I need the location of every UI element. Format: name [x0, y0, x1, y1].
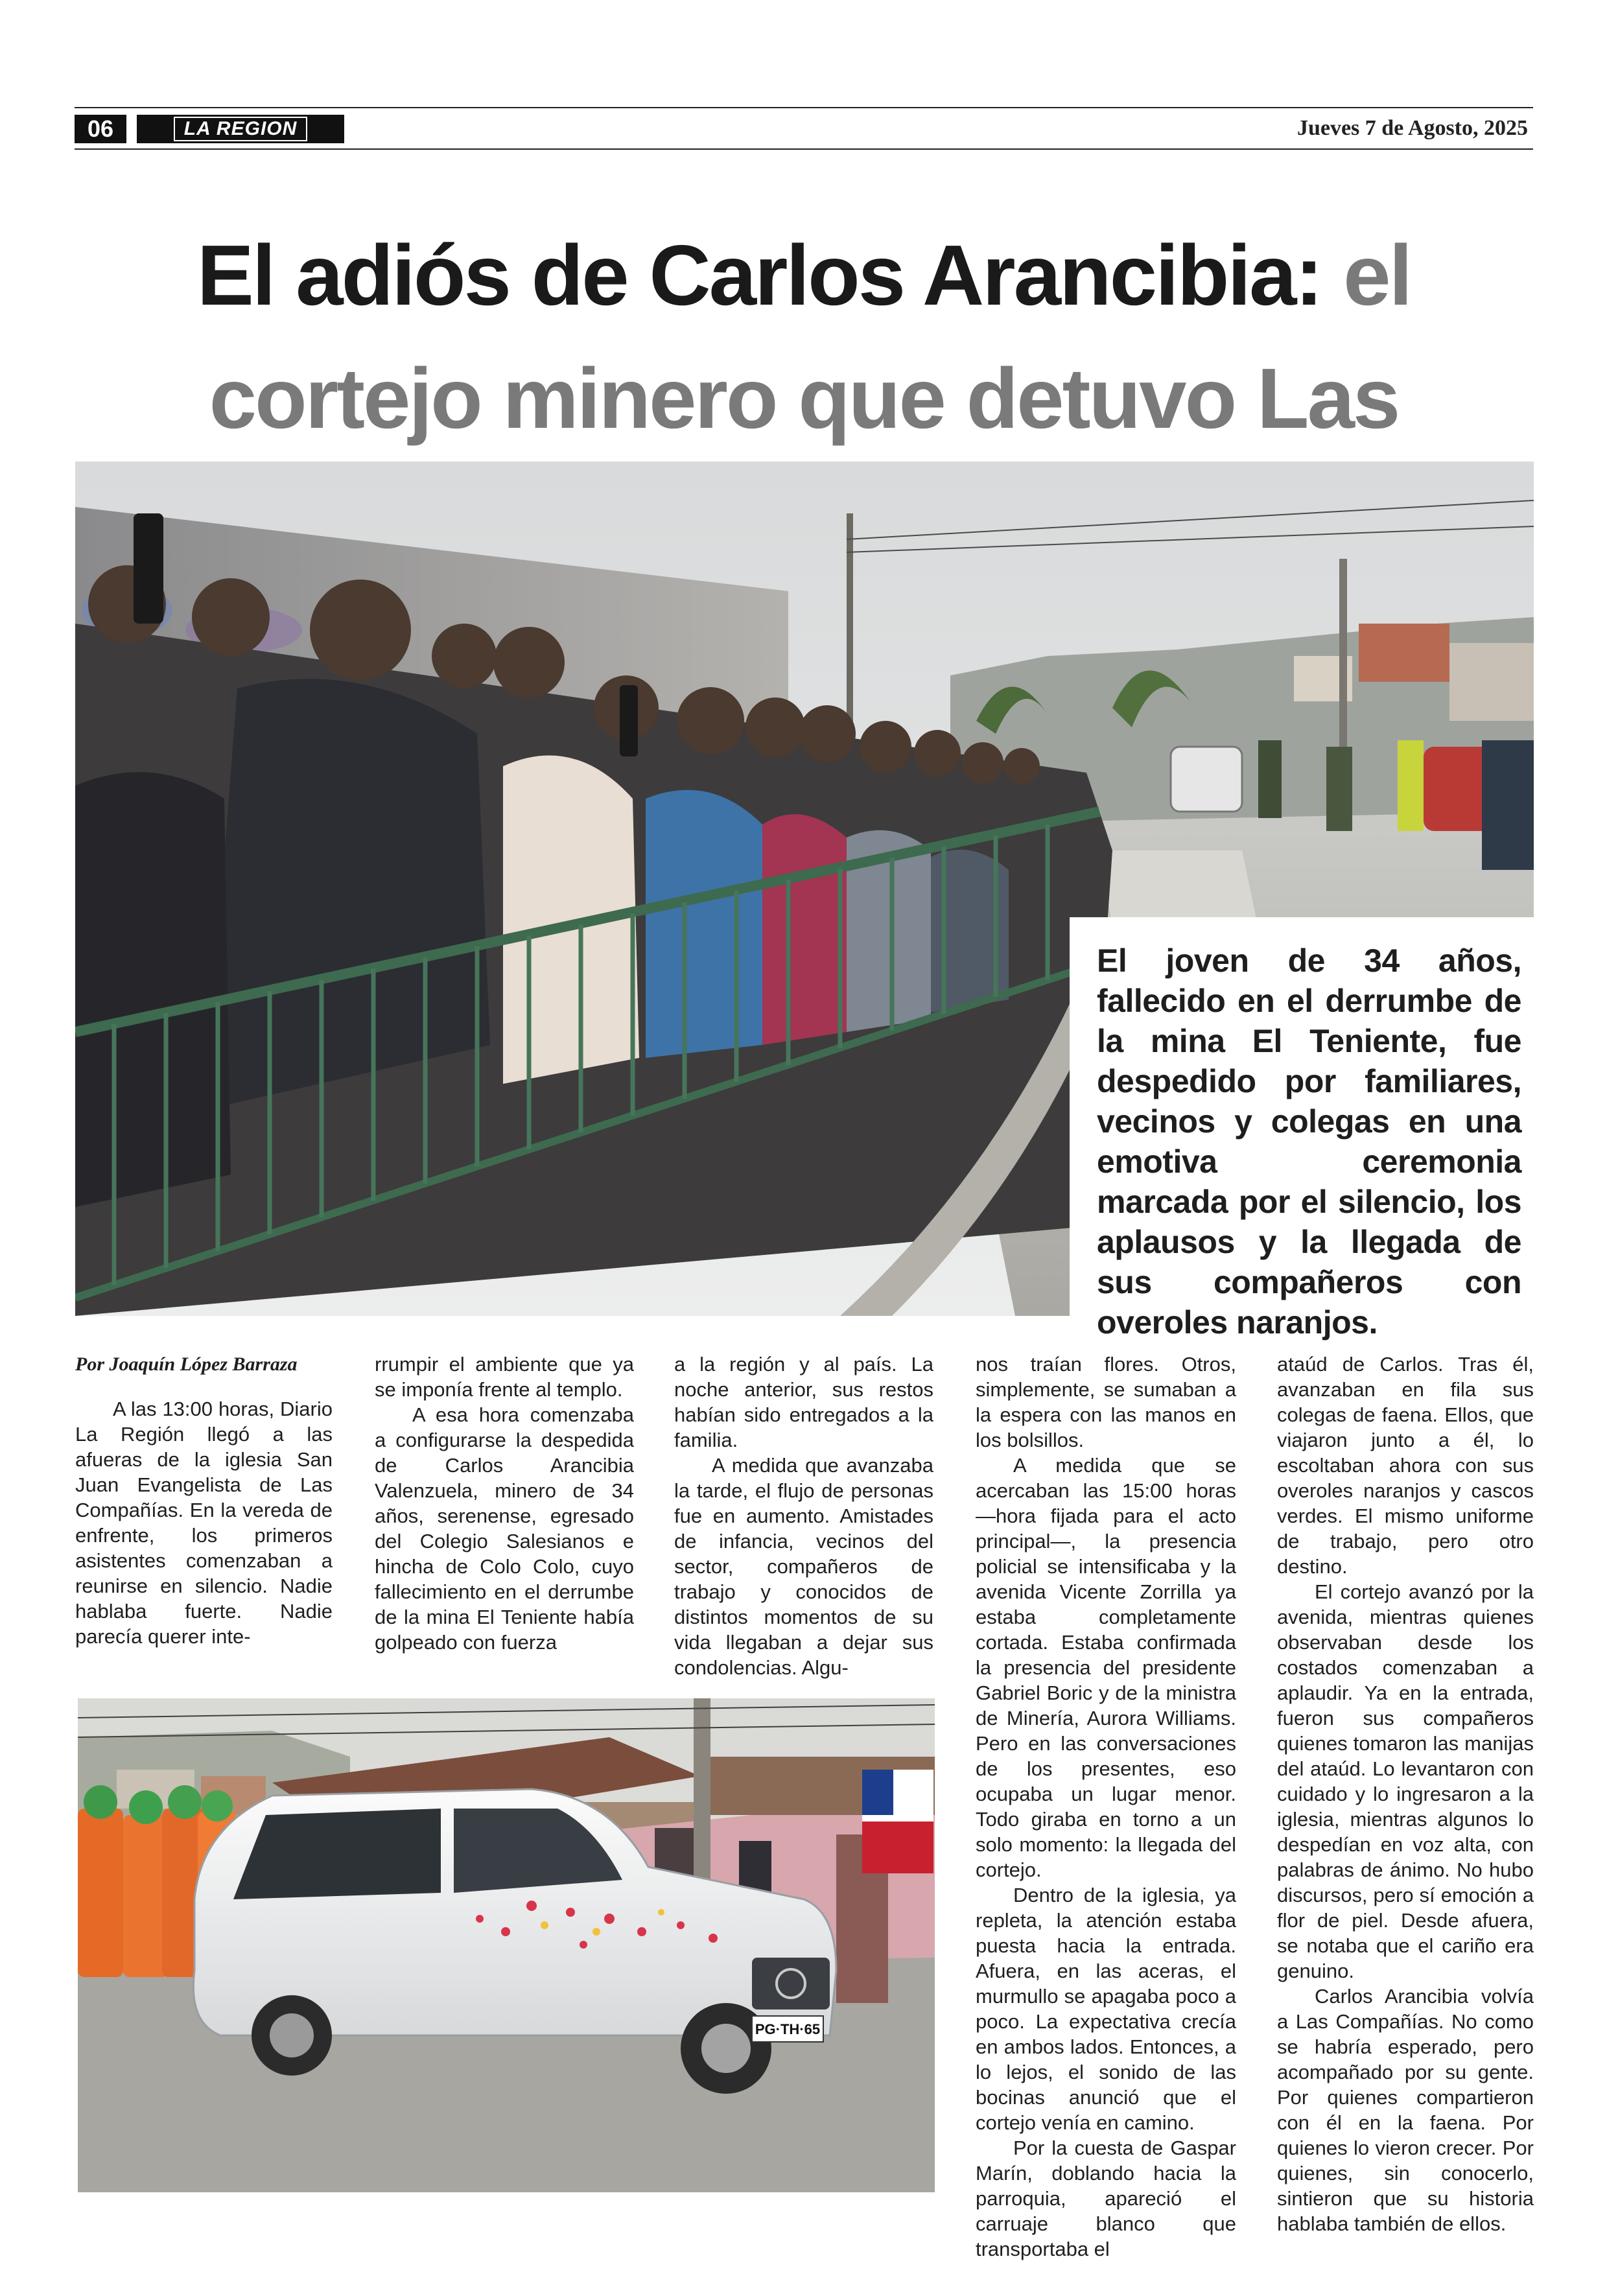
page-header [75, 107, 1533, 150]
paragraph: Por la cuesta de Gaspar Marín, doblando hacia la parroquia, apareció el carruaje blanco que transportaba el [976, 2137, 1236, 2260]
paragraph: Dentro de la iglesia, ya repleta, la atención estaba puesta hacia la entrada. Afuera, en las aceras, el murmullo se apagaba poco a poco. La expectativa crecía en ambos lados. Entonces, a lo lejos, el sonido de las bocinas anunció que el cortejo venía en camino. [976, 1884, 1236, 2134]
paragraph: Carlos Arancibia volvía a Las Compañías. No como se habría esperado, pero acompañado por su gente. Por quienes compartieron con él en la faena. Por quienes lo vieron crecer. Por quienes, sin conocerlo, sintieron que su historia hablaba también de ellos. [1277, 1985, 1534, 2235]
article-column-5 [1277, 1352, 1534, 2236]
article-column-3 [674, 1352, 933, 1680]
paragraph: El cortejo avanzó por la avenida, mientras quienes observaban desde los costados comenzaban a aplaudir. Ya en la entrada, fueron sus compañeros quienes tomaron las manijas del ataúd. Lo levantaron con cuidado y lo ingresaron a la iglesia, mientras algunos lo despedían en voz alta, con palabras de ánimo. No hubo discursos, pero sí emoción a flor de piel. Desde afuera, se notaba que el cariño era genuino. [1277, 1580, 1534, 1982]
headline-part-1: El adiós de Carlos Arancibia: [196, 228, 1322, 323]
paragraph: rrumpir el ambiente que ya se imponía frente al templo. [375, 1353, 634, 1401]
photo-hearse-cortege [78, 1698, 935, 2192]
paragraph: A medida que se acercaban las 15:00 horas —hora fijada para el acto principal—, la presencia policial se intensificaba y la avenida Vicente Zorrilla ya estaba completamente cortada. Estaba confirmada la presencia del presidente Gabriel Boric y de la ministra de Minería, Aurora Williams. Pero en las conversaciones de los presentes, eso ocupaba un lugar menor. Todo giraba en torno a un solo momento: la llegada del cortejo. [976, 1454, 1236, 1881]
newspaper-logo [137, 115, 344, 143]
paragraph: nos traían flores. Otros, simplemente, se sumaban a la espera con las manos en los bolsillos. [976, 1353, 1236, 1451]
paragraph: a la región y al país. La noche anterior, sus restos habían sido entregados a la familia. [674, 1353, 933, 1451]
paragraph: A medida que avanzaba la tarde, el flujo de personas fue en aumento. Amistades de infancia, vecinos del sector, compañeros de trabajo y conocidos de distintos momentos de su vida llegaban a dejar sus condolencias. Algu- [674, 1454, 933, 1679]
headline-part-2: el cortejo minero que detuvo Las [209, 228, 1411, 446]
article-column-1 [75, 1352, 333, 1649]
newspaper-name: LA REGION [174, 117, 308, 141]
article-deck-box [1070, 917, 1534, 1341]
page-number: 06 [75, 115, 126, 143]
article-column-2 [375, 1352, 634, 1655]
paragraph: A las 13:00 horas, Diario La Región llegó a las afueras de la iglesia San Juan Evangelista de Las Compañías. En la vereda de enfrente, los primeros asistentes comenzaban a reunirse en silencio. Nadie hablaba fuerte. Nadie parecía querer inte- [75, 1398, 333, 1648]
article-deck: El joven de 34 años, fallecido en el derrumbe de la mina El Teniente, fue despedido por familiares, vecinos y colegas en una emotiva ceremonia marcada por el silencio, los aplausos y la llegada de sus compañeros con overoles naranjos. [1097, 943, 1521, 1341]
issue-date: Jueves 7 de Agosto, 2025 [1296, 116, 1528, 140]
article-column-4 [976, 1352, 1236, 2262]
paragraph: ataúd de Carlos. Tras él, avanzaban en fila sus colegas de faena. Ellos, que viajaron junto a él, lo escoltaban ahora con sus overoles naranjos y cascos verdes. El mismo uniforme de trabajo, pero otro destino. [1277, 1353, 1534, 1578]
paragraph: A esa hora comenzaba a configurarse la despedida de Carlos Arancibia Valenzuela, minero de 34 años, serenense, egresado del Colegio Salesianos e hincha de Colo Colo, cuyo fallecimiento en el derrumbe de la mina El Teniente había golpeado con fuerza [375, 1403, 634, 1654]
license-plate: PG·TH·65 [755, 2021, 821, 2037]
byline: Por Joaquín López Barraza [75, 1353, 298, 1375]
